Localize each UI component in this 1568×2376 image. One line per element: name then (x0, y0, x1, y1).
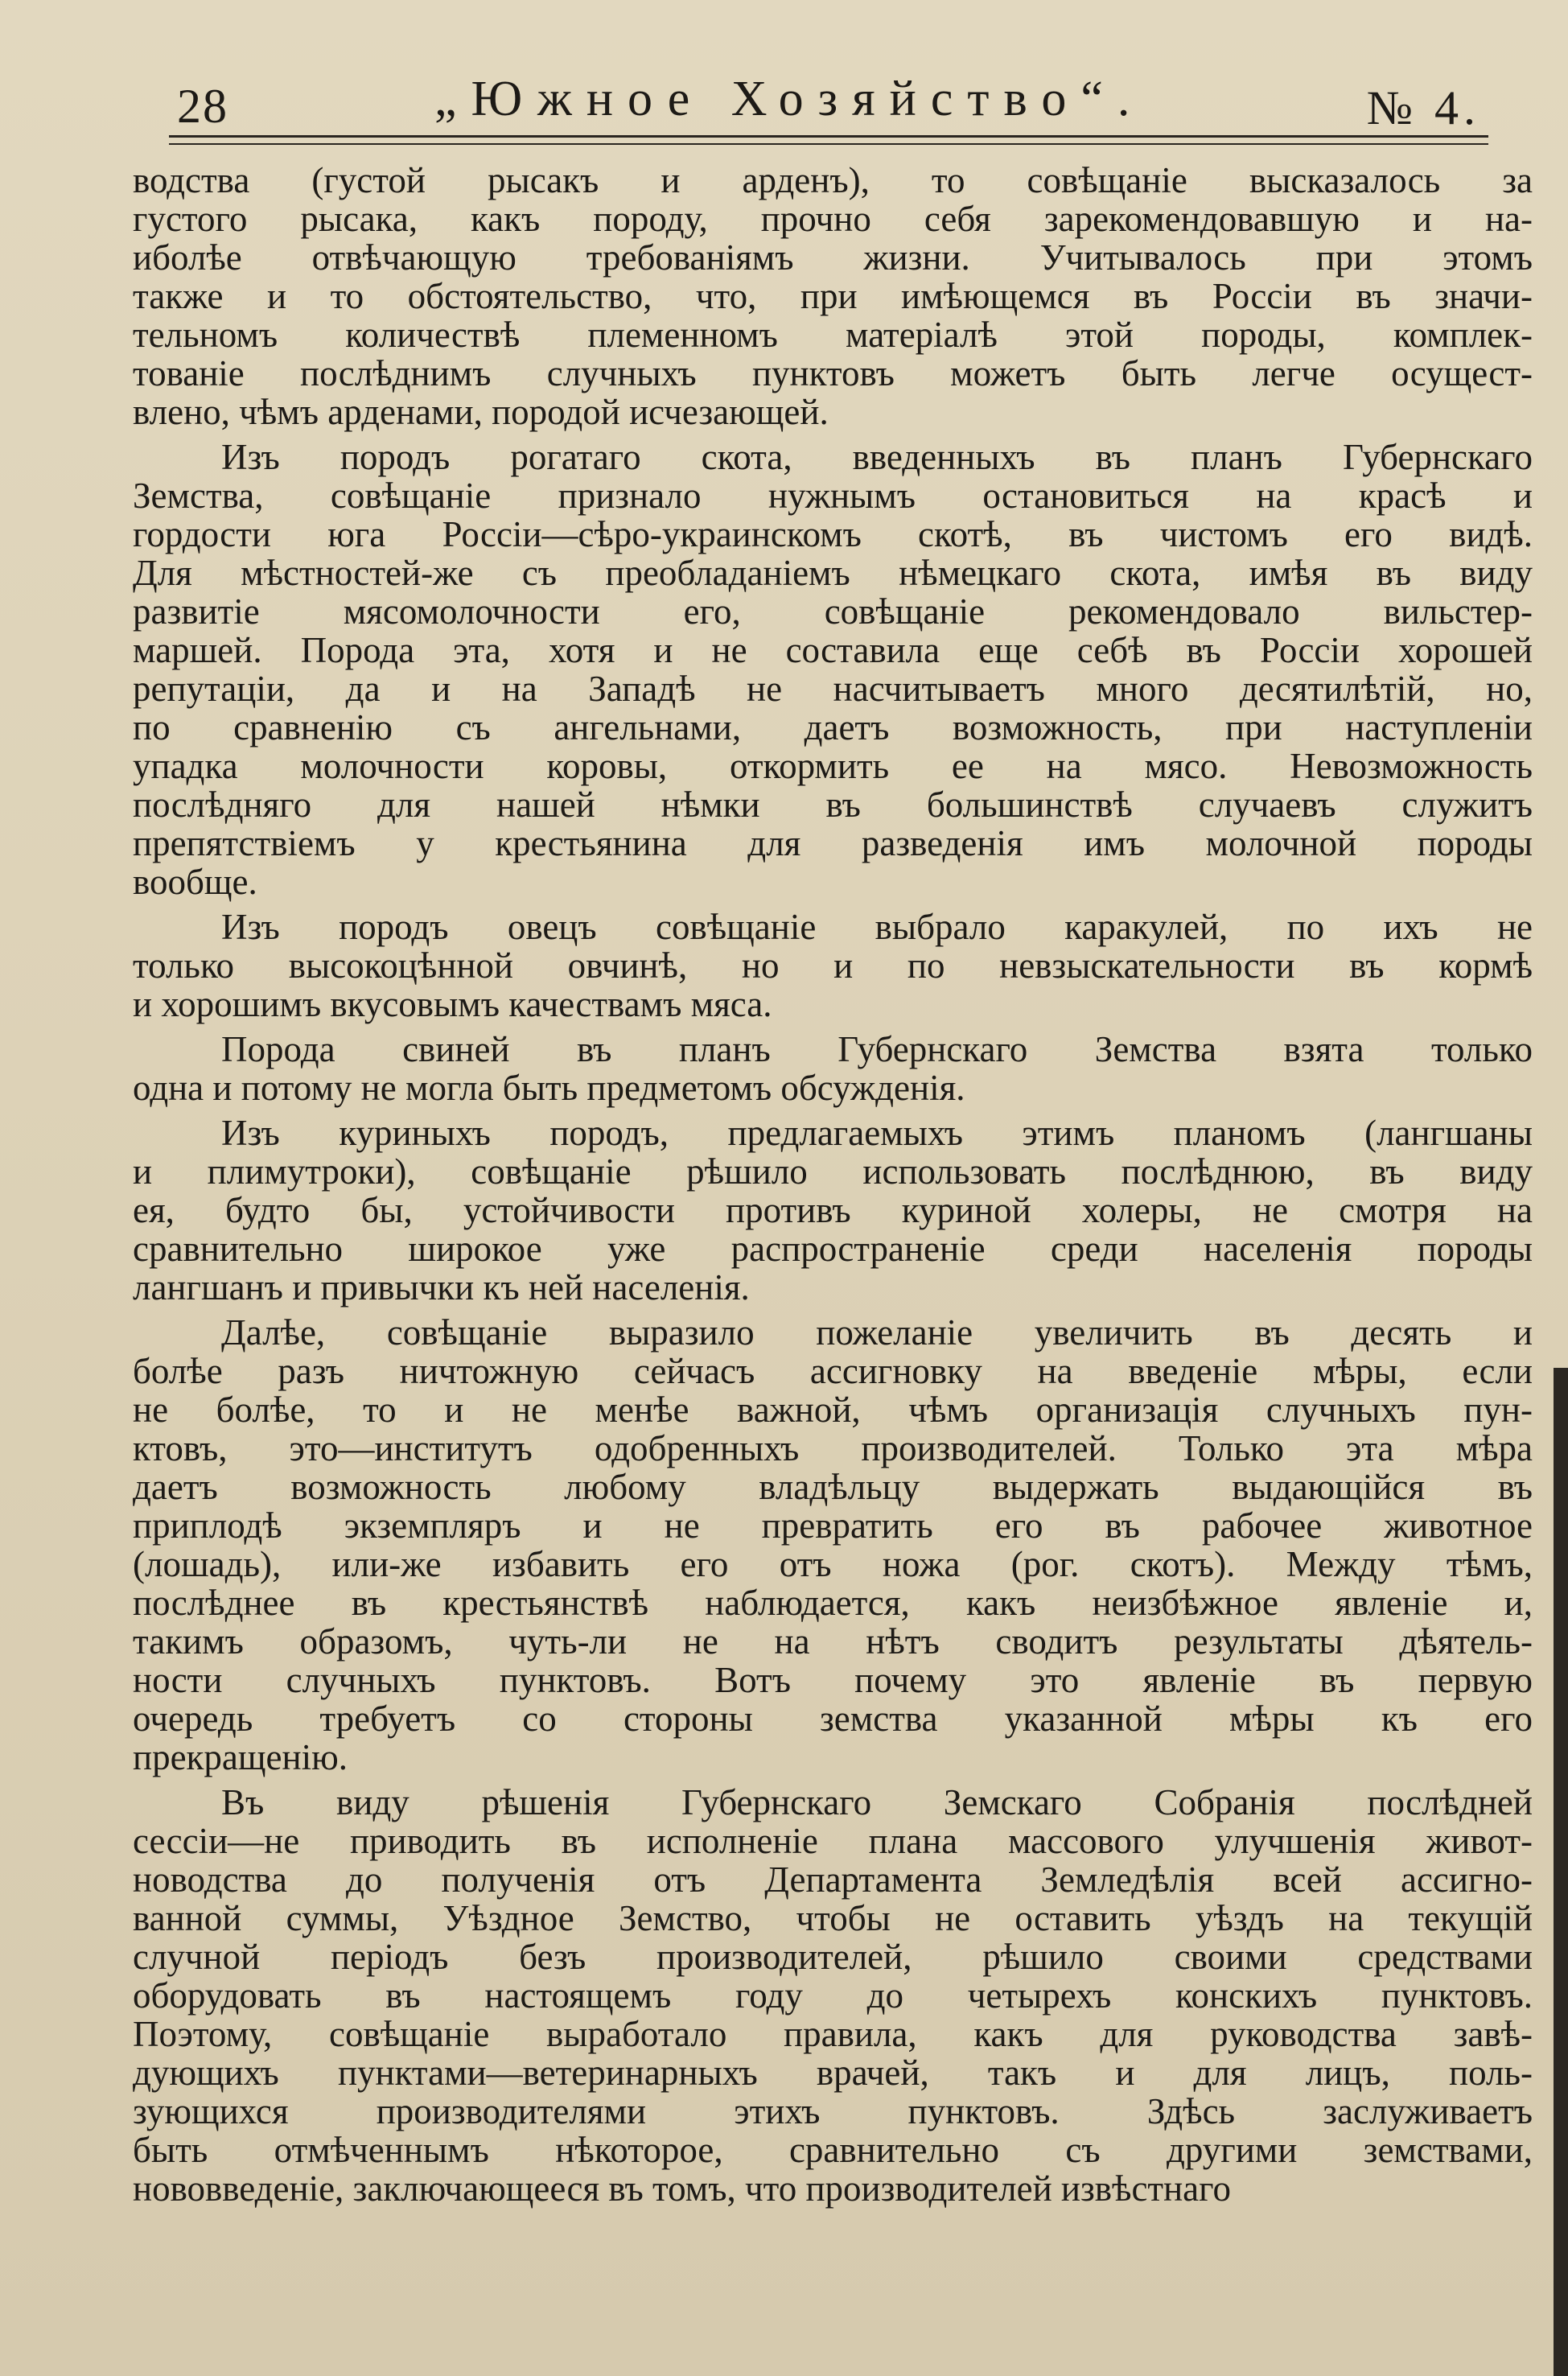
text-line: Въ виду рѣшенія Губернскаго Земскаго Собранія послѣдней (221, 1782, 1533, 1822)
text-line: ванной суммы, Уѣздное Земство, чтобы не оставить уѣздъ на текущій (133, 1898, 1533, 1938)
header-rule (169, 135, 1488, 138)
text-line: ности случныхъ пунктовъ. Вотъ почему это явленіе въ первую (133, 1660, 1533, 1700)
text-line: одна и потому не могла быть предметомъ обсужденія. (133, 1068, 965, 1108)
text-line: также и то обстоятельство, что, при имѣющемся въ Россіи въ значи- (133, 276, 1533, 316)
text-line: (лошадь), или-же избавить его отъ ножа (рог. скотъ). Между тѣмъ, (133, 1544, 1533, 1584)
text-line: упадка молочности коровы, откормить ее на мясо. Невозможность (133, 746, 1533, 786)
text-line: по сравненію съ ангельнами, даетъ возможность, при наступленіи (133, 707, 1533, 747)
text-line: нововведеніе, заключающееся въ томъ, что производителей извѣстнаго (133, 2168, 1231, 2209)
text-line: Для мѣстностей-же съ преобладаніемъ нѣмецкаго скота, имѣя въ виду (133, 553, 1533, 593)
paragraph (133, 438, 1533, 901)
text-line: дующихъ пунктами—ветеринарныхъ врачей, такъ и для лицъ, поль- (133, 2053, 1533, 2093)
text-line: зующихся производителями этихъ пунктовъ. Здѣсь заслуживаетъ (133, 2091, 1533, 2131)
text-line: водства (густой рысакъ и арденъ), то совѣщаніе высказалось за (133, 160, 1533, 200)
text-line: сессіи—не приводить въ исполненіе плана массового улучшенія живот- (133, 1821, 1533, 1861)
header-rule-thin (169, 143, 1488, 145)
issue-number: № 4. (1366, 81, 1480, 134)
text-line: и хорошимъ вкусовымъ качествамъ мяса. (133, 984, 772, 1024)
text-line: оборудовать въ настоящемъ году до четырехъ конскихъ пунктовъ. (133, 1975, 1533, 2016)
text-line: Изъ куриныхъ породъ, предлагаемыхъ этимъ планомъ (лангшаны (221, 1113, 1533, 1153)
paragraph (133, 1783, 1533, 2208)
journal-title: „Южное Хозяйство“. (434, 72, 1145, 126)
text-line: ктовъ, это—институтъ одобренныхъ производителей. Только эта мѣра (133, 1428, 1533, 1468)
text-line: не болѣе, то и не менѣе важной, чѣмъ организація случныхъ пун- (133, 1390, 1533, 1430)
text-line: и плимутроки), совѣщаніе рѣшило использовать послѣднюю, въ виду (133, 1151, 1533, 1192)
paragraph (133, 1313, 1533, 1777)
text-line: Земства, совѣщаніе признало нужнымъ остановиться на красѣ и (133, 476, 1533, 516)
body-text (133, 161, 1533, 2208)
text-line: тованіе послѣднимъ случныхъ пунктовъ можетъ быть легче осущест- (133, 353, 1533, 393)
text-line: гордости юга Россіи—сѣро-украинскомъ скотѣ, въ чистомъ его видѣ. (133, 514, 1533, 554)
text-line: репутаціи, да и на Западѣ не насчитываетъ много десятилѣтій, но, (133, 669, 1533, 709)
text-line: лангшанъ и привычки къ ней населенія. (133, 1267, 750, 1307)
paragraph (133, 161, 1533, 431)
text-line: даетъ возможность любому владѣльцу выдержать выдающійся въ (133, 1467, 1533, 1507)
text-line: Поэтому, совѣщаніе выработало правила, какъ для руководства завѣ- (133, 2014, 1533, 2054)
text-line: ея, будто бы, устойчивости противъ куриной холеры, не смотря на (133, 1190, 1533, 1230)
running-header (169, 64, 1488, 153)
text-line: такимъ образомъ, чуть-ли не на нѣтъ сводитъ результаты дѣятель- (133, 1621, 1533, 1662)
text-line: Далѣе, совѣщаніе выразило пожеланіе увеличить въ десять и (221, 1312, 1533, 1353)
text-line: Изъ породъ рогатаго скота, введенныхъ въ планъ Губернскаго (221, 437, 1533, 477)
paragraph (133, 908, 1533, 1023)
text-line: быть отмѣченнымъ нѣкоторое, сравнительно съ другими земствами, (133, 2130, 1533, 2170)
text-line: препятствіемъ у крестьянина для разведенія имъ молочной породы (133, 823, 1533, 863)
text-line: тельномъ количествѣ племенномъ матеріалѣ этой породы, комплек- (133, 315, 1533, 355)
text-line: новодства до полученія отъ Департамента Земледѣлія всей ассигно- (133, 1859, 1533, 1900)
text-line: вообще. (133, 862, 257, 902)
text-line: приплодѣ экземпляръ и не превратить его въ рабочее животное (133, 1505, 1533, 1546)
text-line: послѣднее въ крестьянствѣ наблюдается, какъ неизбѣжное явленіе и, (133, 1583, 1533, 1623)
page-number: 28 (177, 80, 228, 133)
text-line: иболѣе отвѣчающую требованіямъ жизни. Учитывалось при этомъ (133, 237, 1533, 278)
text-line: сравнительно широкое уже распространеніе среди населенія породы (133, 1229, 1533, 1269)
text-line: Порода свиней въ планъ Губернскаго Земства взята только (221, 1029, 1533, 1069)
text-line: болѣе разъ ничтожную сейчасъ ассигновку на введеніе мѣры, если (133, 1351, 1533, 1391)
text-line: развитіе мясомолочности его, совѣщаніе рекомендовало вильстер- (133, 591, 1533, 632)
text-line: влено, чѣмъ арденами, породой исчезающей. (133, 392, 829, 432)
text-line: маршей. Порода эта, хотя и не составила еще себѣ въ Россіи хорошей (133, 630, 1533, 670)
text-line: прекращенію. (133, 1737, 348, 1777)
text-line: Изъ породъ овецъ совѣщаніе выбрало каракулей, по ихъ не (221, 907, 1533, 947)
paragraph (133, 1114, 1533, 1307)
paragraph (133, 1030, 1533, 1107)
text-line: только высокоцѣнной овчинѣ, но и по невзыскательности въ кормѣ (133, 945, 1533, 986)
text-line: густого рысака, какъ породу, прочно себя зарекомендовавшую и на- (133, 199, 1533, 239)
text-line: случной періодъ безъ производителей, рѣшило своими средствами (133, 1937, 1533, 1977)
text-line: послѣдняго для нашей нѣмки въ большинствѣ случаевъ служитъ (133, 784, 1533, 825)
page-edge-shadow (1554, 1368, 1568, 2376)
text-line: очередь требуетъ со стороны земства указанной мѣры къ его (133, 1699, 1533, 1739)
